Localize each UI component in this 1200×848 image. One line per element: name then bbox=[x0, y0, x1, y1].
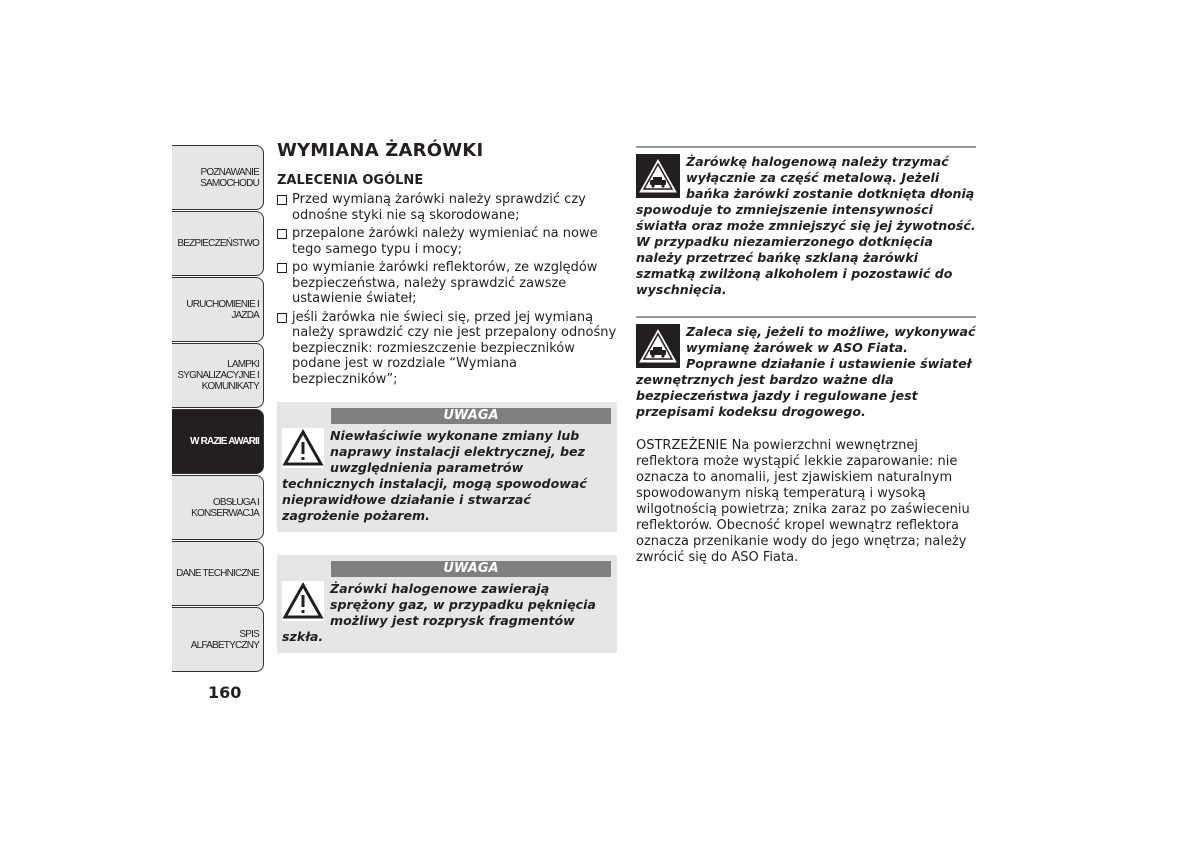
tab-uruchomienie-i-jazda[interactable] bbox=[172, 277, 264, 342]
info-paragraph: OSTRZEŻENIE Na powierzchni wewnętrznej reflektora może wystąpić lekkie zaparowanie: nie oznacza to anomalii, jest zjawiskiem naturalnym spowodowanym niską temperaturą i wysoką wilgotnością powietrza; znika zaraz po zaświeceniu reflektorów. Obecność kropel wewnątrz reflektora oznacza przenikanie wody do jego wnętrza; należy zwrócić się do ASO Fiata. bbox=[636, 438, 970, 565]
tab-w-razie-awarii[interactable] bbox=[172, 409, 264, 474]
checkbox-bullet-icon bbox=[277, 229, 287, 239]
car-caution-triangle-icon bbox=[636, 324, 680, 368]
warning-triangle-icon bbox=[282, 581, 324, 621]
tab-obsluga-i-konserwacja[interactable] bbox=[172, 475, 264, 540]
tab-poznawanie-samochodu[interactable] bbox=[172, 145, 264, 210]
car-caution-triangle-icon bbox=[636, 154, 680, 198]
tab-spis-alfabetyczny[interactable] bbox=[172, 607, 264, 672]
tab-bezpieczenstwo[interactable] bbox=[172, 211, 264, 276]
warning-box bbox=[277, 555, 617, 653]
warning-triangle-icon bbox=[282, 428, 324, 468]
list-item: przepalone żarówki należy wymieniać na nowe tego samego typu i mocy; bbox=[277, 226, 617, 257]
tab-label: DANE TECHNICZNE bbox=[176, 568, 259, 579]
tab-label: POZNAWANIE SAMOCHODU bbox=[200, 166, 259, 189]
caution-text: Żarówkę halogenową należy trzymać wyłącznie za część metalową. Jeżeli bańka żarówki zostanie dotknięta dłonią spowoduje to zmniejszenie intensywności światła oraz może zmniejszyć się jej żywotność. W przypadku niezamierzonego dotknięcia należy przetrzeć bańkę szklaną żarówki szmatką zwilżoną alkoholem i pozostawić do wyschnięcia. bbox=[636, 154, 976, 297]
warning-heading: UWAGA bbox=[331, 408, 611, 424]
tab-label: BEZPIECZEŃSTWO bbox=[177, 238, 259, 249]
tab-label: W RAZIE AWARII bbox=[190, 436, 259, 447]
caution-note bbox=[636, 146, 976, 298]
tab-label: SPIS ALFABETYCZNY bbox=[190, 628, 259, 651]
caution-text: Zaleca się, jeżeli to możliwe, wykonywać wymianę żarówek w ASO Fiata. Poprawne działanie i ustawienie świateł zewnętrznych jest bardzo ważne dla bezpieczeństwa jazdy i regulowane jest przepisami kodeksu drogowego. bbox=[636, 324, 976, 419]
warning-box bbox=[277, 402, 617, 532]
chapter-tabs bbox=[172, 145, 264, 673]
checkbox-bullet-icon bbox=[277, 195, 287, 205]
list-item: Przed wymianą żarówki należy sprawdzić czy odnośne styki nie są skorodowane; bbox=[277, 192, 617, 223]
checkbox-bullet-icon bbox=[277, 313, 287, 323]
page-number: 160 bbox=[208, 683, 242, 702]
warning-heading: UWAGA bbox=[331, 561, 611, 577]
list-item: jeśli żarówka nie świeci się, przed jej wymianą należy sprawdzić czy nie jest przepalony odnośny bezpiecznik: rozmieszczenie bezpieczników podane jest w rozdziale “Wymiana bezpieczników”; bbox=[277, 310, 617, 388]
recommendations-list bbox=[277, 192, 617, 387]
tab-dane-techniczne[interactable] bbox=[172, 541, 264, 606]
section-heading: ZALECENIA OGÓLNE bbox=[277, 173, 424, 188]
list-item: po wymianie żarówki reflektorów, ze względów bezpieczeństwa, należy sprawdzić zawsze ustawienie świateł; bbox=[277, 260, 617, 307]
warning-text: Niewłaściwie wykonane zmiany lub naprawy instalacji elektrycznej, bez uwzględnienia parametrów technicznych instalacji, mogą spowodować nieprawidłowe działanie i stwarzać zagrożenie pożarem. bbox=[282, 428, 587, 523]
tab-label: LAMPKI SYGNALIZACYJNE I KOMUNIKATY bbox=[177, 359, 259, 392]
caution-note bbox=[636, 316, 976, 420]
page-title: WYMIANA ŻARÓWKI bbox=[277, 140, 484, 161]
left-column bbox=[277, 140, 617, 653]
tab-lampki-sygnalizacyjne[interactable] bbox=[172, 343, 264, 408]
tab-label: URUCHOMIENIE I JAZDA bbox=[186, 298, 259, 321]
checkbox-bullet-icon bbox=[277, 263, 287, 273]
right-column bbox=[636, 146, 976, 566]
warning-text: Żarówki halogenowe zawierają sprężony gaz, w przypadku pęknięcia możliwy jest rozprysk fragmentów szkła. bbox=[282, 581, 596, 644]
tab-label: OBSŁUGA I KONSERWACJA bbox=[191, 496, 259, 519]
